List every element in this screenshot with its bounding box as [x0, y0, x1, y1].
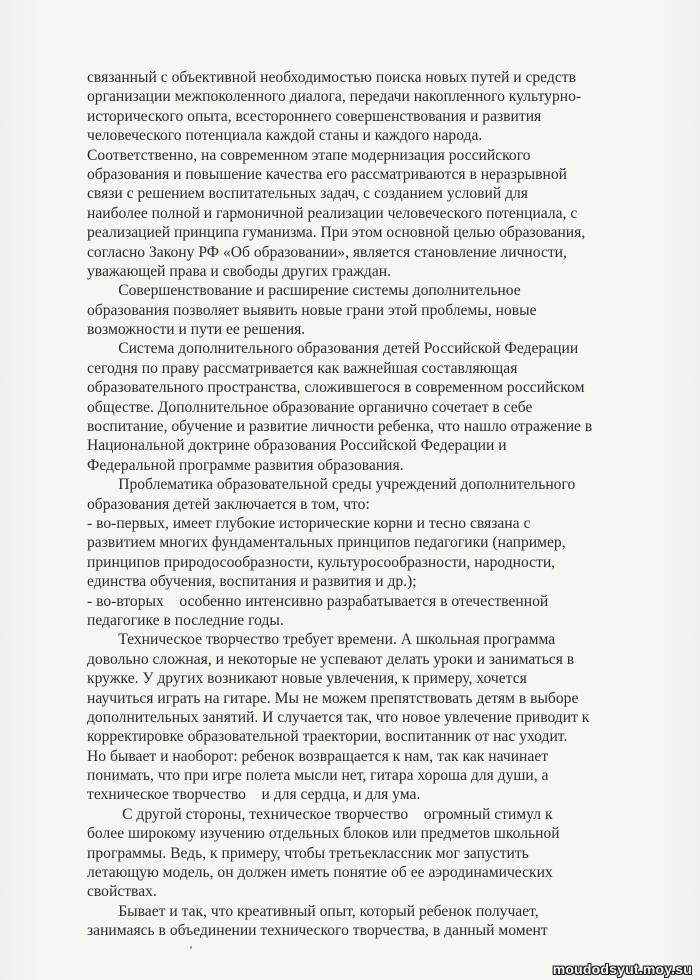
text-line: корректировке образовательной траектории, воспитанник от нас уходит.	[87, 728, 568, 746]
text-line: реализацией принципа гуманизма. При этом основной целью образования,	[87, 224, 586, 242]
text-line: Бывает и так, что креативный опыт, который ребенок получает,	[87, 902, 539, 920]
text-line: организации межпоколенного диалога, передачи накопленного культурно-	[87, 88, 582, 106]
text-line: связи с решением воспитательных задач, с созданием условий для	[87, 185, 528, 203]
text-line: понимать, что при игре полета мысли нет, гитара хороша для души, а	[87, 767, 549, 785]
text-line: обществе. Дополнительное образование органично сочетает в себе	[87, 398, 533, 416]
text-line: возможности и пути ее решения.	[87, 321, 306, 339]
text-line: принципов природосообразности, культуросообразности, народности,	[87, 553, 556, 571]
text-line: дополнительных занятий. И случается так, что новое увлечение приводит к	[87, 708, 590, 726]
text-line: Национальной доктрине образования Российской Федерации и	[87, 437, 507, 455]
text-line: образования и повышение качества его рассматриваются в неразрывной	[87, 165, 567, 183]
text-line: согласно Закону РФ «Об образовании», является становление личности,	[87, 243, 567, 261]
text-line: уважающей права и свободы других граждан.	[87, 262, 391, 280]
text-line: - во-вторых особенно интенсивно разрабатывается в отечественной	[87, 592, 549, 610]
text-line: программы. Ведь, к примеру, чтобы третьеклассник мог запустить	[87, 844, 529, 862]
text-line: - во-первых, имеет глубокие исторические корни и тесно связана с	[87, 514, 531, 532]
text-line: Совершенствование и расширение системы дополнительное	[87, 282, 521, 300]
text-line: занимаясь в объединении технического творчества, в данный момент	[87, 922, 548, 940]
text-line: исторического опыта, всестороннего совершенствования и развития	[87, 107, 542, 125]
text-line: техническое творчество и для сердца, и для ума.	[87, 786, 421, 804]
text-line: образования позволяет выявить новые грани этой проблемы, новые	[87, 301, 537, 319]
text-line: человеческого потенциала каждой станы и каждого народа.	[87, 127, 483, 145]
text-line: довольно сложная, и некоторые не успевают делать уроки и заниматься в	[87, 650, 575, 668]
text-line: Федеральной программе развития образования.	[87, 456, 404, 474]
text-line: летающую модель, он должен иметь понятие об ее аэродинамических	[87, 864, 553, 882]
text-line: более широкому изучению отдельных блоков или предметов школьной	[87, 825, 560, 843]
text-line: научиться играть на гитаре. Мы не можем препятствовать детям в выборе	[87, 689, 579, 707]
text-line: кружке. У других возникают новые увлечения, к примеру, хочется	[87, 670, 527, 688]
document-body	[87, 68, 647, 941]
scan-speck	[190, 946, 192, 949]
text-line: образования детей заключается в том, что:	[87, 495, 370, 513]
text-line: Проблематика образовательной среды учреждений дополнительного	[87, 476, 576, 494]
text-line: образовательного пространства, сложившегося в современном российском	[87, 379, 585, 397]
text-line: педагогике в последние годы.	[87, 611, 284, 629]
text-line: единства обучения, воспитания и развития и др.);	[87, 573, 417, 591]
text-line: свойствах.	[87, 883, 157, 901]
text-line: воспитание, обучение и развитие личности ребенка, что нашло отражение в	[87, 418, 593, 436]
text-line: С другой стороны, техническое творчество огромный стимул к	[87, 805, 553, 823]
text-line: Техническое творчество требует времени. А школьная программа	[87, 631, 556, 649]
text-line: развитием многих фундаментальных принципов педагогики (например,	[87, 534, 566, 552]
text-line: Соответственно, на современном этапе модернизация российского	[87, 146, 531, 164]
text-line: Но бывает и наоборот: ребенок возвращается к нам, так как начинает	[87, 747, 549, 765]
text-line: Система дополнительного образования детей Российской Федерации	[87, 340, 579, 358]
text-line: наиболее полной и гармоничной реализации человеческого потенциала, с	[87, 204, 578, 222]
text-line: связанный с объективной необходимостью поиска новых путей и средств	[87, 69, 576, 86]
text-line: сегодня по праву рассматривается как важнейшая составляющая	[87, 359, 518, 377]
site-watermark: moudodsyut.moy.su	[552, 961, 692, 977]
